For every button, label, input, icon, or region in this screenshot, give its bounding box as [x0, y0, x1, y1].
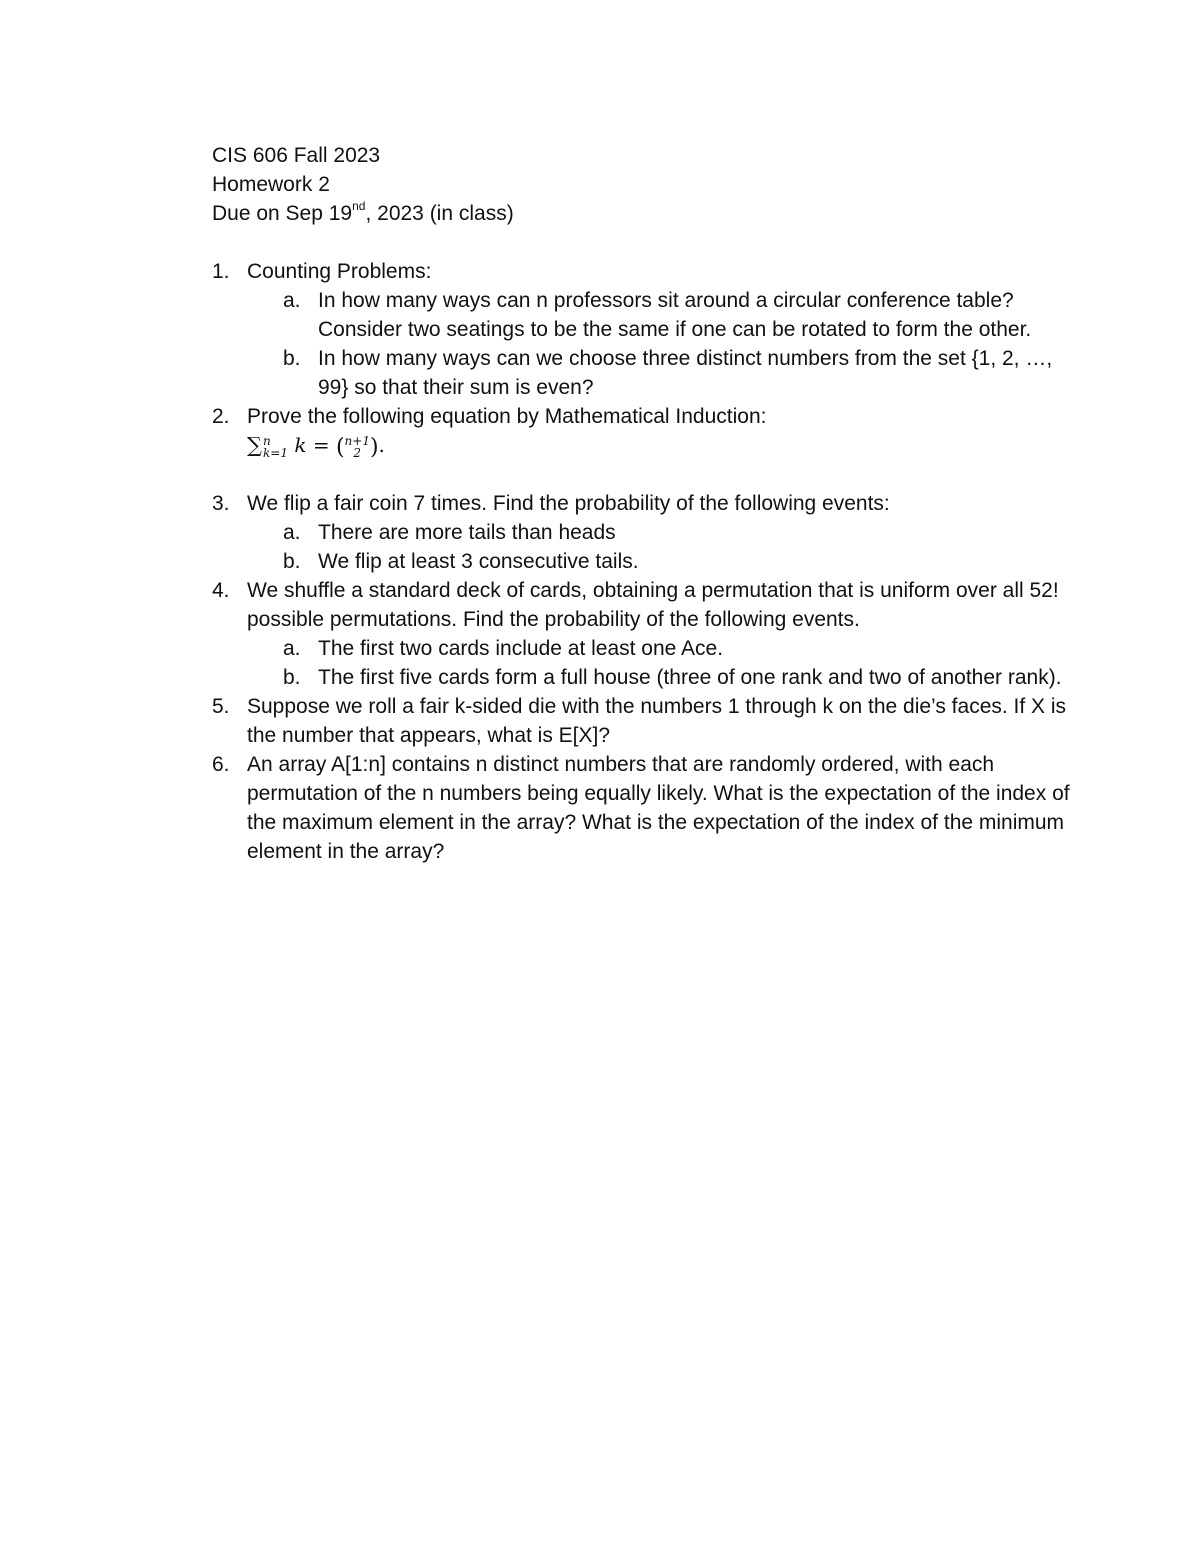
question-number: 1. [212, 260, 230, 283]
assignment-title: Homework 2 [212, 173, 330, 196]
question-text: Suppose we roll a fair k-sided die with the numbers 1 through k on the die’s faces. If X is the number that appears, what is E[X]? [247, 695, 1067, 747]
question-number: 5. [212, 695, 230, 718]
subquestion-list [247, 634, 1072, 692]
binomial-bottom: 2 [353, 446, 362, 460]
subquestion-1b [247, 344, 1072, 402]
subquestion-label: b. [283, 666, 301, 689]
question-number: 2. [212, 405, 230, 428]
homework-document [212, 141, 1072, 866]
question-number: 3. [212, 492, 230, 515]
subquestion-text: The first two cards include at least one Ace. [318, 637, 724, 660]
right-paren: ) [369, 434, 379, 460]
equals-sign: = [312, 433, 330, 457]
subquestion-text: In how many ways can n professors sit around a circular conference table? Consider two seatings to be the same if one can be rotated to form the other. [318, 289, 1032, 341]
question-4 [212, 576, 1072, 692]
question-number: 4. [212, 579, 230, 602]
subquestion-list [247, 286, 1072, 402]
due-date [212, 199, 1072, 228]
summation-term: k [294, 433, 307, 457]
induction-formula [247, 431, 1072, 460]
subquestion-label: b. [283, 347, 301, 370]
subquestion-text: In how many ways can we choose three distinct numbers from the set {1, 2, …, 99} so that their sum is even? [318, 347, 1053, 399]
summation-lower: k=1 [263, 445, 288, 460]
subquestion-label: a. [283, 289, 301, 312]
subquestion-text: There are more tails than heads [318, 521, 616, 544]
subquestion-1a [247, 286, 1072, 344]
document-header [212, 141, 1072, 228]
subquestion-list [247, 518, 1072, 576]
question-text: We shuffle a standard deck of cards, obtaining a permutation that is uniform over all 52! possible permutations. Find the probability of the following events. [247, 579, 1059, 631]
question-5 [212, 692, 1072, 750]
binomial-top: n+1 [344, 434, 370, 448]
due-suffix: , 2023 (in class) [365, 202, 514, 225]
question-6 [212, 750, 1072, 866]
summation-upper: n [263, 433, 271, 448]
due-superscript: nd [352, 199, 366, 213]
question-1 [212, 257, 1072, 402]
subquestion-text: The first five cards form a full house (three of one rank and two of another rank). [318, 666, 1062, 689]
subquestion-3a [247, 518, 1072, 547]
summation-limits [263, 435, 288, 459]
subquestion-4a [247, 634, 1072, 663]
summation-symbol: ∑ [247, 433, 262, 457]
subquestion-label: a. [283, 521, 301, 544]
subquestion-label: a. [283, 637, 301, 660]
course-title: CIS 606 Fall 2023 [212, 144, 381, 167]
subquestion-text: We flip at least 3 consecutive tails. [318, 550, 639, 573]
left-paren: ( [335, 434, 345, 460]
subquestion-3b [247, 547, 1072, 576]
question-list [212, 257, 1072, 866]
question-text: We flip a fair coin 7 times. Find the probability of the following events: [247, 492, 890, 515]
question-text: Counting Problems: [247, 260, 432, 283]
subquestion-label: b. [283, 550, 301, 573]
question-text: An array A[1:n] contains n distinct numbers that are randomly ordered, with each permutation of the n numbers being equally likely. What is the expectation of the index of the maximum element in the array? What is the expectation of the index of the minimum element in the array? [247, 753, 1070, 863]
question-2 [212, 402, 1072, 460]
formula-period: . [378, 433, 385, 457]
question-3 [212, 489, 1072, 576]
binomial-stack [345, 435, 370, 459]
subquestion-4b [247, 663, 1072, 692]
binomial-coefficient [336, 432, 379, 462]
question-number: 6. [212, 753, 230, 776]
question-text: Prove the following equation by Mathematical Induction: [247, 405, 767, 428]
due-prefix: Due on Sep 19 [212, 202, 353, 225]
